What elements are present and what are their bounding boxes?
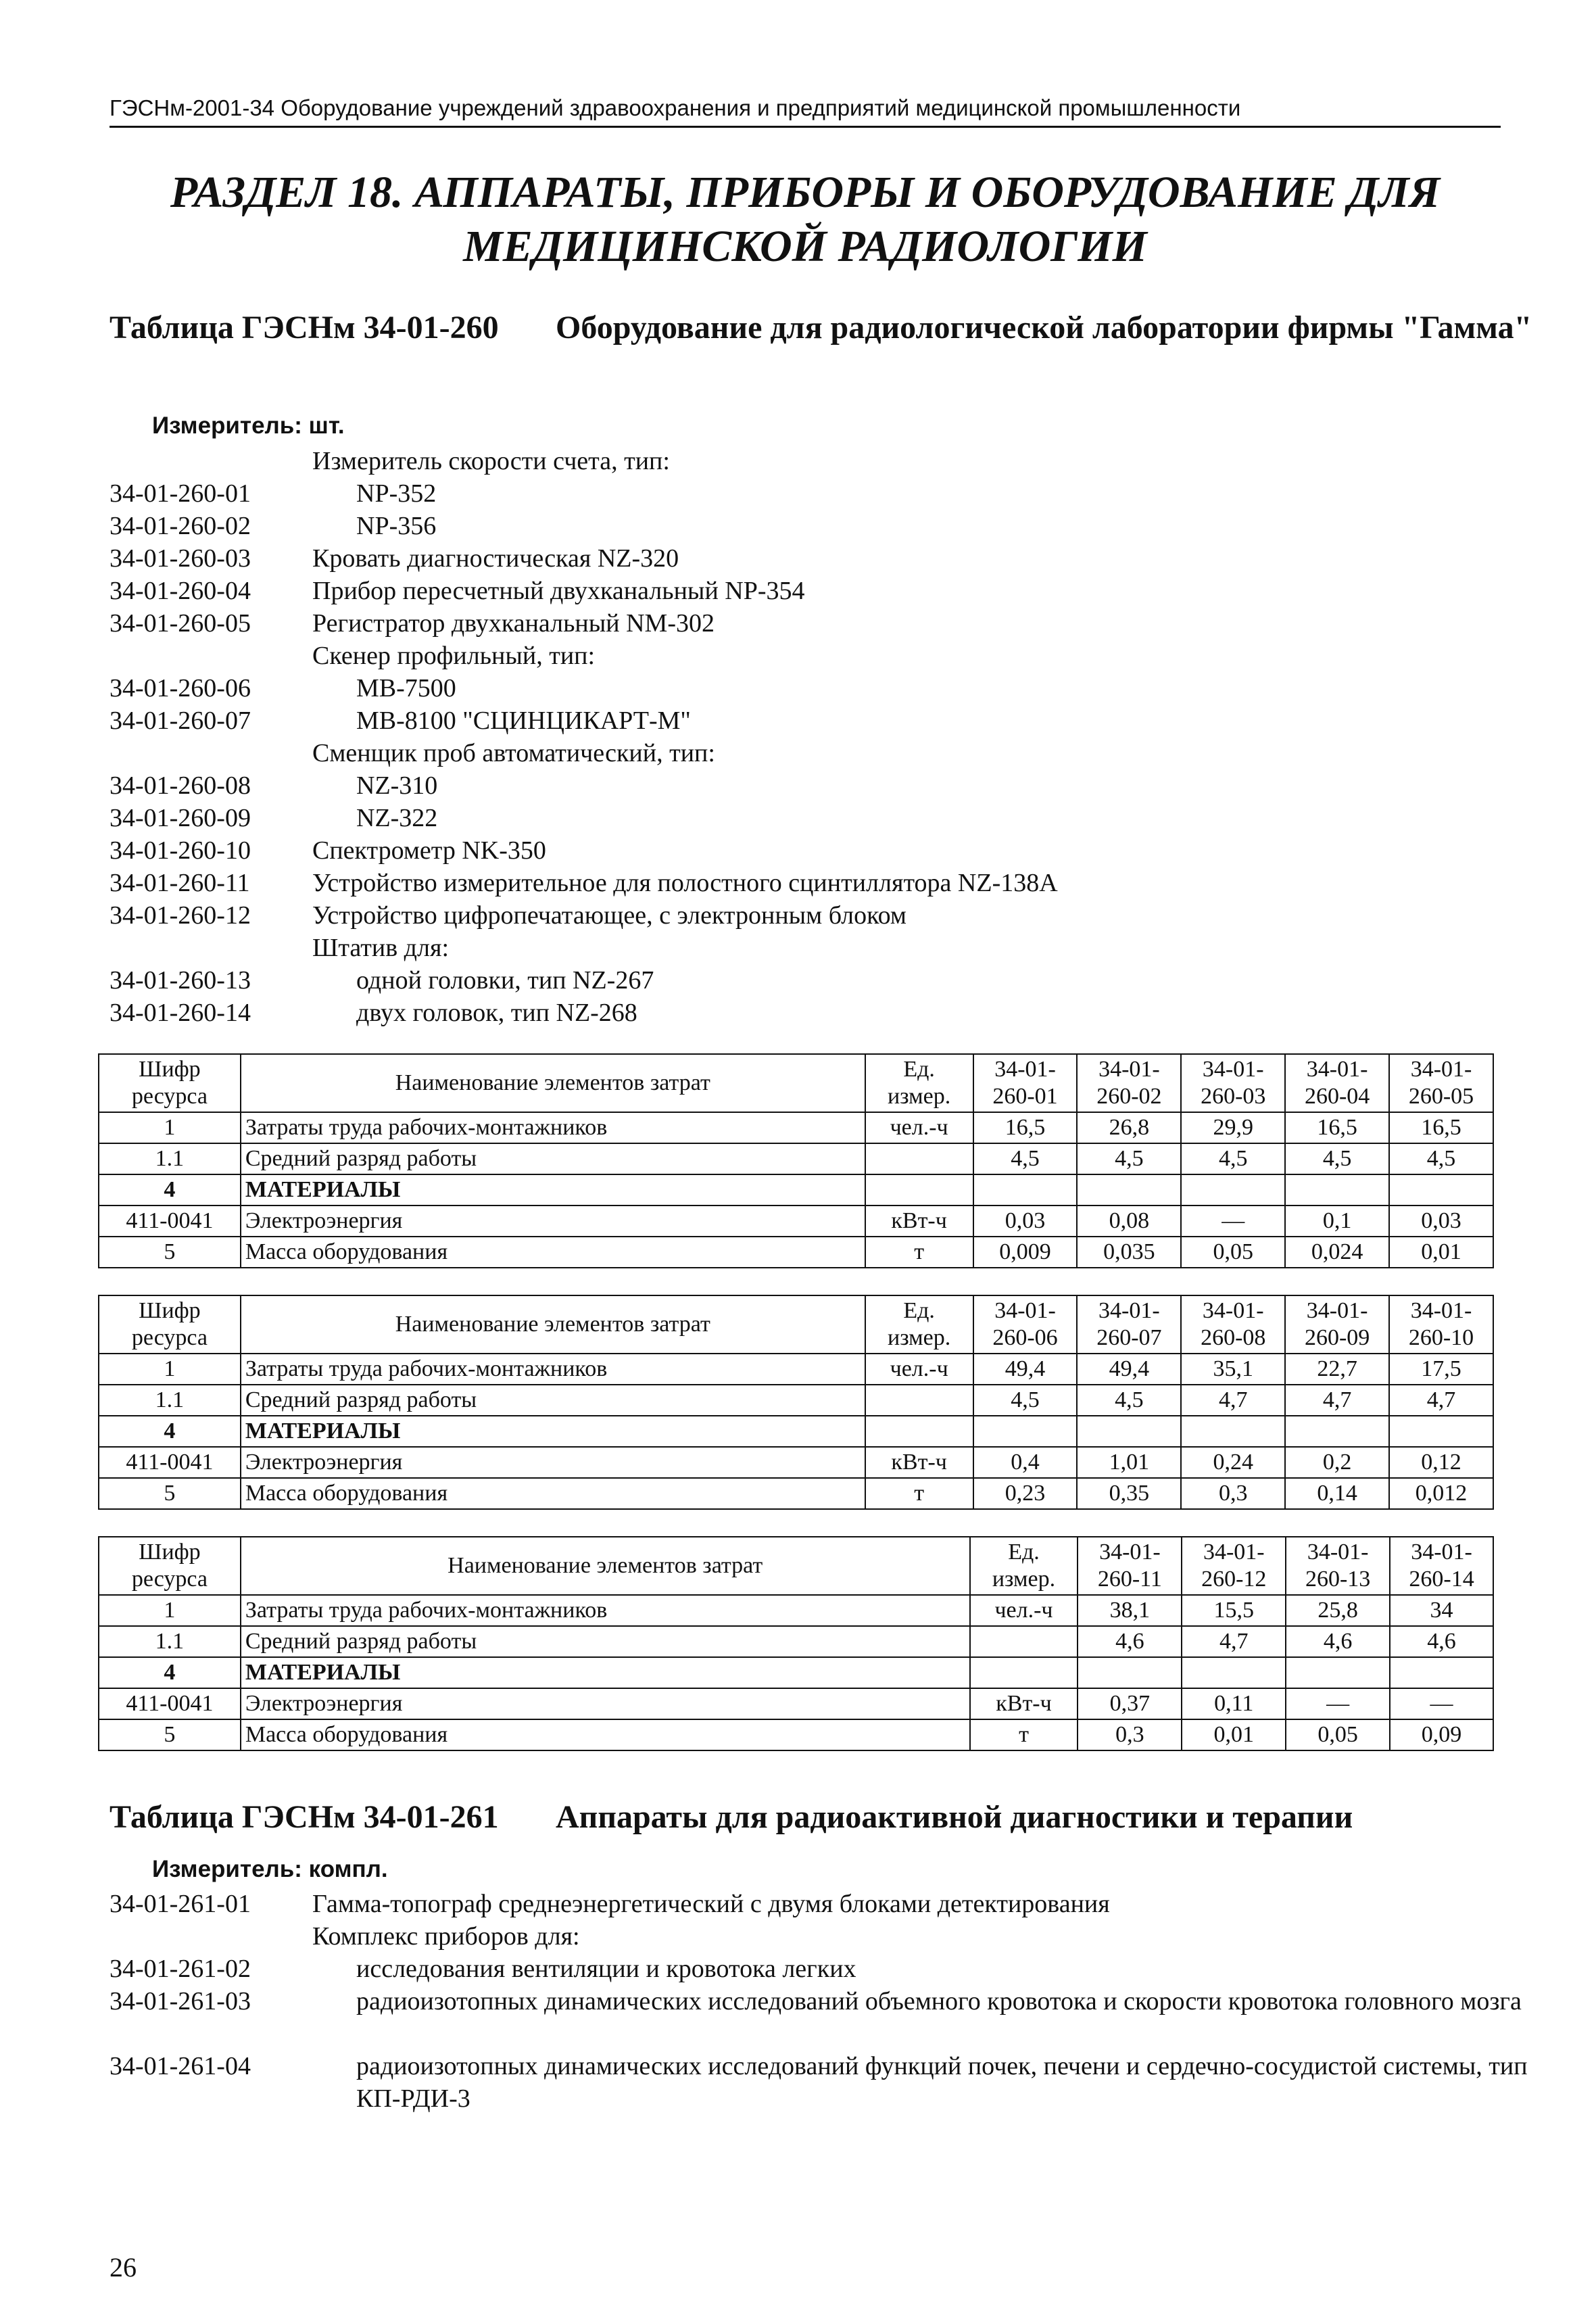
table-261-name: Аппараты для радиоактивной диагностики и терапии bbox=[556, 1799, 1353, 1835]
cell-value bbox=[973, 1416, 1078, 1447]
cell-value bbox=[973, 1174, 1078, 1206]
cell-value: 0,35 bbox=[1077, 1478, 1181, 1509]
cell-unit bbox=[865, 1385, 973, 1416]
list-item bbox=[110, 899, 1529, 932]
cell-value: 4,6 bbox=[1286, 1626, 1390, 1657]
cell-unit: чел.-ч bbox=[970, 1595, 1078, 1626]
cell-value bbox=[1285, 1174, 1389, 1206]
cell-unit: чел.-ч bbox=[865, 1112, 973, 1143]
list-item bbox=[110, 510, 1529, 542]
cell-name: МАТЕРИАЛЫ bbox=[241, 1174, 865, 1206]
table-261-code: Таблица ГЭСНм 34-01-261 bbox=[110, 1799, 499, 1835]
table-261-meter: Измеритель: компл. bbox=[152, 1856, 388, 1882]
item-code: 34-01-260-04 bbox=[110, 577, 251, 605]
column-header-code: 34-01- 260-05 bbox=[1389, 1054, 1493, 1112]
item-code: 34-01-260-02 bbox=[110, 512, 251, 540]
cell-value: 4,7 bbox=[1285, 1385, 1389, 1416]
cell-value: 17,5 bbox=[1389, 1354, 1493, 1385]
cell-value: 22,7 bbox=[1285, 1354, 1389, 1385]
item-code: 34-01-260-05 bbox=[110, 609, 251, 638]
item-text: радиоизотопных динамических исследований объемного кровотока и скорости кровотока головного мозга bbox=[356, 1987, 1522, 2015]
item-code: 34-01-260-09 bbox=[110, 804, 251, 832]
cell-value: 0,2 bbox=[1285, 1447, 1389, 1478]
item-text: NZ-310 bbox=[356, 771, 438, 800]
cell-value bbox=[1390, 1657, 1493, 1688]
cell-value: 15,5 bbox=[1182, 1595, 1286, 1626]
column-header-unit: Ед. измер. bbox=[865, 1054, 973, 1112]
cell-value: 25,8 bbox=[1286, 1595, 1390, 1626]
list-item bbox=[110, 834, 1529, 867]
cell-value: 4,5 bbox=[973, 1385, 1078, 1416]
cell-name: Электроэнергия bbox=[241, 1688, 970, 1719]
list-item bbox=[110, 640, 1529, 672]
list-item bbox=[110, 737, 1529, 769]
item-text: MB-8100 "СЦИНЦИКАРТ-М" bbox=[356, 707, 691, 735]
item-text: Скенер профильный, тип: bbox=[312, 642, 596, 670]
column-header-code: 34-01- 260-01 bbox=[973, 1054, 1078, 1112]
item-text: Прибор пересчетный двухканальный NP-354 bbox=[312, 577, 805, 605]
cell-value bbox=[1181, 1174, 1285, 1206]
column-header-shifr: Шифр ресурса bbox=[99, 1054, 241, 1112]
cell-value: — bbox=[1390, 1688, 1493, 1719]
cell-value: 38,1 bbox=[1078, 1595, 1182, 1626]
cell-value: — bbox=[1286, 1688, 1390, 1719]
cell-value: 0,4 bbox=[973, 1447, 1078, 1478]
cell-value: 0,24 bbox=[1181, 1447, 1285, 1478]
cell-unit: кВт-ч bbox=[865, 1447, 973, 1478]
column-header-code: 34-01- 260-06 bbox=[973, 1295, 1078, 1354]
item-code: 34-01-261-04 bbox=[110, 2052, 251, 2080]
item-text: Штатив для: bbox=[312, 934, 450, 962]
item-text: Комплекс приборов для: bbox=[312, 1922, 580, 1951]
cell-value: 0,09 bbox=[1390, 1719, 1493, 1750]
cell-value: 0,05 bbox=[1181, 1237, 1285, 1268]
table-header-row bbox=[99, 1054, 1493, 1112]
cell-unit bbox=[865, 1416, 973, 1447]
table-row bbox=[99, 1112, 1493, 1143]
list-item bbox=[110, 1920, 1529, 1953]
cell-unit: чел.-ч bbox=[865, 1354, 973, 1385]
column-header-code: 34-01- 260-11 bbox=[1078, 1537, 1182, 1595]
cell-value: 4,7 bbox=[1181, 1385, 1285, 1416]
cell-code: 411-0041 bbox=[99, 1447, 241, 1478]
cell-value: 4,5 bbox=[1389, 1143, 1493, 1174]
cell-name: МАТЕРИАЛЫ bbox=[241, 1657, 970, 1688]
item-text: MB-7500 bbox=[356, 674, 456, 702]
cell-value: 0,024 bbox=[1285, 1237, 1389, 1268]
cell-value: 0,03 bbox=[1389, 1206, 1493, 1237]
cell-value: 1,01 bbox=[1077, 1447, 1181, 1478]
column-header-code: 34-01- 260-12 bbox=[1182, 1537, 1286, 1595]
item-text: NP-352 bbox=[356, 479, 437, 508]
table-row bbox=[99, 1657, 1493, 1688]
cell-unit: кВт-ч bbox=[970, 1688, 1078, 1719]
table-260-meter: Измеритель: шт. bbox=[152, 412, 345, 439]
item-text: NP-356 bbox=[356, 512, 437, 540]
column-header-shifr: Шифр ресурса bbox=[99, 1295, 241, 1354]
table-header-row bbox=[99, 1537, 1493, 1595]
cell-value: 35,1 bbox=[1181, 1354, 1285, 1385]
cell-code: 1.1 bbox=[99, 1385, 241, 1416]
cell-value: 34 bbox=[1390, 1595, 1493, 1626]
cell-name: МАТЕРИАЛЫ bbox=[241, 1416, 865, 1447]
table-row bbox=[99, 1719, 1493, 1750]
cell-name: Электроэнергия bbox=[241, 1447, 865, 1478]
list-item bbox=[110, 542, 1529, 575]
cell-unit: т bbox=[970, 1719, 1078, 1750]
item-code: 34-01-260-08 bbox=[110, 771, 251, 800]
cell-value: 0,035 bbox=[1077, 1237, 1181, 1268]
cell-value: 16,5 bbox=[1285, 1112, 1389, 1143]
cell-name: Электроэнергия bbox=[241, 1206, 865, 1237]
page-header: ГЭСНм-2001-34 Оборудование учреждений здравоохранения и предприятий медицинской промышленности bbox=[110, 95, 1501, 128]
cell-value: 0,14 bbox=[1285, 1478, 1389, 1509]
cell-name: Затраты труда рабочих-монтажников bbox=[241, 1354, 865, 1385]
cell-name: Затраты труда рабочих-монтажников bbox=[241, 1112, 865, 1143]
cell-value bbox=[1285, 1416, 1389, 1447]
column-header-name: Наименование элементов затрат bbox=[241, 1537, 970, 1595]
table-row bbox=[99, 1237, 1493, 1268]
column-header-code: 34-01- 260-10 bbox=[1389, 1295, 1493, 1354]
item-text: Сменщик проб автоматический, тип: bbox=[312, 739, 715, 767]
table-260-name: Оборудование для радиологической лаборатории фирмы "Гамма" bbox=[556, 310, 1532, 345]
table-row bbox=[99, 1626, 1493, 1657]
cell-value: 49,4 bbox=[1077, 1354, 1181, 1385]
item-text: радиоизотопных динамических исследований функций почек, печени и сердечно-сосудистой системы, тип КП-РДИ-3 bbox=[356, 2052, 1528, 2113]
table-row bbox=[99, 1595, 1493, 1626]
column-header-code: 34-01- 260-03 bbox=[1181, 1054, 1285, 1112]
cell-value: 0,012 bbox=[1389, 1478, 1493, 1509]
cell-value: 26,8 bbox=[1077, 1112, 1181, 1143]
list-item bbox=[110, 997, 1529, 1029]
cell-unit bbox=[970, 1626, 1078, 1657]
cell-value bbox=[1077, 1174, 1181, 1206]
item-code: 34-01-260-03 bbox=[110, 544, 251, 573]
cell-code: 4 bbox=[99, 1416, 241, 1447]
cell-value: 0,3 bbox=[1181, 1478, 1285, 1509]
list-item bbox=[110, 867, 1529, 899]
cell-value: 4,6 bbox=[1078, 1626, 1182, 1657]
table-row bbox=[99, 1416, 1493, 1447]
cell-value: 4,5 bbox=[973, 1143, 1078, 1174]
cell-value: 4,7 bbox=[1182, 1626, 1286, 1657]
cell-value: 4,5 bbox=[1285, 1143, 1389, 1174]
cell-value: 0,23 bbox=[973, 1478, 1078, 1509]
cell-value bbox=[1389, 1416, 1493, 1447]
table-row bbox=[99, 1143, 1493, 1174]
cost-table-3 bbox=[98, 1536, 1494, 1751]
cell-name: Масса оборудования bbox=[241, 1719, 970, 1750]
section-title: РАЗДЕЛ 18. АППАРАТЫ, ПРИБОРЫ И ОБОРУДОВАНИЕ ДЛЯ МЕДИЦИНСКОЙ РАДИОЛОГИИ bbox=[170, 168, 1441, 271]
page-number: 26 bbox=[110, 2252, 137, 2283]
cost-table-1 bbox=[98, 1053, 1494, 1268]
item-text: Регистратор двухканальный NM-302 bbox=[312, 609, 715, 638]
cell-code: 1 bbox=[99, 1354, 241, 1385]
list-item bbox=[110, 705, 1529, 737]
cell-unit: т bbox=[865, 1478, 973, 1509]
table-row bbox=[99, 1447, 1493, 1478]
table-row bbox=[99, 1174, 1493, 1206]
item-text: исследования вентиляции и кровотока легких bbox=[356, 1955, 856, 1983]
item-code: 34-01-260-01 bbox=[110, 479, 251, 508]
cell-value: 4,7 bbox=[1389, 1385, 1493, 1416]
item-text: одной головки, тип NZ-267 bbox=[356, 966, 654, 995]
cell-value: 0,11 bbox=[1182, 1688, 1286, 1719]
item-code: 34-01-260-12 bbox=[110, 901, 251, 930]
list-item bbox=[110, 802, 1529, 834]
list-item bbox=[110, 445, 1529, 477]
list-item bbox=[110, 672, 1529, 705]
cell-value bbox=[1078, 1657, 1182, 1688]
item-text: Устройство измерительное для полостного сцинтиллятора NZ-138A bbox=[312, 869, 1058, 897]
column-header-name: Наименование элементов затрат bbox=[241, 1054, 865, 1112]
list-item bbox=[110, 1953, 1529, 1985]
cell-code: 4 bbox=[99, 1657, 241, 1688]
cell-value: 0,12 bbox=[1389, 1447, 1493, 1478]
item-text: Гамма-топограф среднеэнергетический с двумя блоками детектирования bbox=[312, 1890, 1110, 1918]
cell-unit bbox=[865, 1143, 973, 1174]
column-header-code: 34-01- 260-09 bbox=[1285, 1295, 1389, 1354]
column-header-unit: Ед. измер. bbox=[865, 1295, 973, 1354]
cell-value: 0,37 bbox=[1078, 1688, 1182, 1719]
list-item bbox=[110, 964, 1529, 997]
cell-code: 411-0041 bbox=[99, 1688, 241, 1719]
cell-value: 0,01 bbox=[1182, 1719, 1286, 1750]
table-row bbox=[99, 1354, 1493, 1385]
cell-value: — bbox=[1181, 1206, 1285, 1237]
cell-code: 4 bbox=[99, 1174, 241, 1206]
cell-value bbox=[1389, 1174, 1493, 1206]
item-text: Кровать диагностическая NZ-320 bbox=[312, 544, 679, 573]
cell-unit bbox=[970, 1657, 1078, 1688]
cell-name: Затраты труда рабочих-монтажников bbox=[241, 1595, 970, 1626]
cell-code: 5 bbox=[99, 1237, 241, 1268]
cell-value: 4,5 bbox=[1077, 1143, 1181, 1174]
column-header-code: 34-01- 260-14 bbox=[1390, 1537, 1493, 1595]
table-row bbox=[99, 1206, 1493, 1237]
column-header-unit: Ед. измер. bbox=[970, 1537, 1078, 1595]
cell-code: 5 bbox=[99, 1719, 241, 1750]
table-header-row bbox=[99, 1295, 1493, 1354]
list-item bbox=[110, 1985, 1529, 2050]
cell-value: 0,009 bbox=[973, 1237, 1078, 1268]
table-260-heading bbox=[110, 308, 1532, 389]
cell-value: 0,3 bbox=[1078, 1719, 1182, 1750]
item-code: 34-01-261-03 bbox=[110, 1987, 251, 2015]
cell-value: 0,1 bbox=[1285, 1206, 1389, 1237]
item-code: 34-01-261-02 bbox=[110, 1955, 251, 1983]
cell-value: 0,08 bbox=[1077, 1206, 1181, 1237]
item-text: NZ-322 bbox=[356, 804, 438, 832]
item-code: 34-01-260-11 bbox=[110, 869, 250, 897]
cell-value: 16,5 bbox=[1389, 1112, 1493, 1143]
cell-value: 0,01 bbox=[1389, 1237, 1493, 1268]
cell-unit: кВт-ч bbox=[865, 1206, 973, 1237]
list-item bbox=[110, 2050, 1529, 2115]
cell-value: 4,6 bbox=[1390, 1626, 1493, 1657]
item-code: 34-01-260-07 bbox=[110, 707, 251, 735]
cell-code: 1.1 bbox=[99, 1143, 241, 1174]
column-header-code: 34-01- 260-04 bbox=[1285, 1054, 1389, 1112]
cell-code: 1.1 bbox=[99, 1626, 241, 1657]
list-item bbox=[110, 477, 1529, 510]
item-code: 34-01-260-06 bbox=[110, 674, 251, 702]
cell-unit: т bbox=[865, 1237, 973, 1268]
cell-value: 0,03 bbox=[973, 1206, 1078, 1237]
table-261-item-list bbox=[110, 1888, 1529, 2115]
cell-value: 29,9 bbox=[1181, 1112, 1285, 1143]
table-260-item-list bbox=[110, 445, 1529, 1029]
cell-value bbox=[1286, 1657, 1390, 1688]
table-row bbox=[99, 1688, 1493, 1719]
cell-value: 4,5 bbox=[1077, 1385, 1181, 1416]
cell-value: 0,05 bbox=[1286, 1719, 1390, 1750]
cell-value bbox=[1077, 1416, 1181, 1447]
column-header-code: 34-01- 260-02 bbox=[1077, 1054, 1181, 1112]
cell-code: 411-0041 bbox=[99, 1206, 241, 1237]
table-260-code: Таблица ГЭСНм 34-01-260 bbox=[110, 310, 499, 345]
cell-value bbox=[1181, 1416, 1285, 1447]
column-header-name: Наименование элементов затрат bbox=[241, 1295, 865, 1354]
item-text: двух головок, тип NZ-268 bbox=[356, 999, 637, 1027]
cell-code: 1 bbox=[99, 1112, 241, 1143]
cell-value: 49,4 bbox=[973, 1354, 1078, 1385]
cell-name: Средний разряд работы bbox=[241, 1143, 865, 1174]
list-item bbox=[110, 1888, 1529, 1920]
item-text: Спектрометр NK-350 bbox=[312, 836, 546, 865]
cell-name: Масса оборудования bbox=[241, 1237, 865, 1268]
cell-code: 1 bbox=[99, 1595, 241, 1626]
cell-name: Средний разряд работы bbox=[241, 1626, 970, 1657]
column-header-code: 34-01- 260-13 bbox=[1286, 1537, 1390, 1595]
column-header-shifr: Шифр ресурса bbox=[99, 1537, 241, 1595]
list-item bbox=[110, 575, 1529, 607]
cost-table-2 bbox=[98, 1295, 1494, 1510]
item-code: 34-01-260-14 bbox=[110, 999, 251, 1027]
cell-value: 16,5 bbox=[973, 1112, 1078, 1143]
cell-value: 4,5 bbox=[1181, 1143, 1285, 1174]
table-row bbox=[99, 1478, 1493, 1509]
cell-value bbox=[1182, 1657, 1286, 1688]
item-code: 34-01-260-13 bbox=[110, 966, 251, 995]
cell-name: Масса оборудования bbox=[241, 1478, 865, 1509]
item-code: 34-01-260-10 bbox=[110, 836, 251, 865]
item-text: Устройство цифропечатающее, с электронным блоком bbox=[312, 901, 906, 930]
cell-name: Средний разряд работы bbox=[241, 1385, 865, 1416]
item-code: 34-01-261-01 bbox=[110, 1890, 251, 1918]
column-header-code: 34-01- 260-08 bbox=[1181, 1295, 1285, 1354]
table-261-heading bbox=[110, 1797, 1501, 1838]
item-text: Измеритель скорости счета, тип: bbox=[312, 447, 670, 475]
list-item bbox=[110, 932, 1529, 964]
list-item bbox=[110, 769, 1529, 802]
cell-code: 5 bbox=[99, 1478, 241, 1509]
column-header-code: 34-01- 260-07 bbox=[1077, 1295, 1181, 1354]
list-item bbox=[110, 607, 1529, 640]
table-row bbox=[99, 1385, 1493, 1416]
cell-unit bbox=[865, 1174, 973, 1206]
